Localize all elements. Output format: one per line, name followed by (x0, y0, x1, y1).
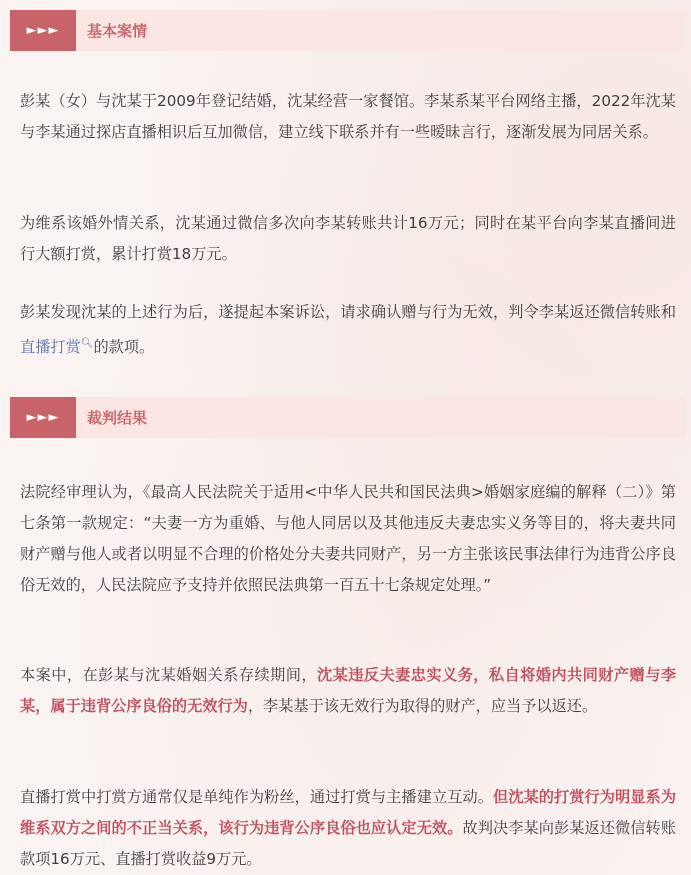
paragraph-case-analysis: 本案中，在彭某与沈某婚姻关系存续期间，沈某违反夫妻忠实义务，私自将婚内共同财产赠与李某，属于违背公序良俗的无效行为，李某基于该无效行为取得的财产，应当予以返还。 (20, 666, 677, 715)
paragraph-case-background: 彭某（女）与沈某于2009年登记结婚，沈某经营一家餐馆。李某系某平台网络主播，2022年沈某与李某通过探店直播相识后互加微信，建立线下联系并有一些暧昧言行，逐渐发展为同居关系。 (20, 92, 676, 141)
paragraph-lawsuit: 彭某发现沈某的上述行为后，遂提起本案诉讼，请求确认赠与行为无效，判令李某返还微信转账和直播打赏🔍︎的款项。 (20, 303, 676, 357)
paragraph-judgment-result: 直播打赏中打赏方通常仅是单纯作为粉丝，通过打赏与主播建立互动。但沈某的打赏行为明显系为维系双方之间的不正当关系，该行为违背公序良俗也应认定无效。故判决李某向彭某返还微信转账款项16万元、直播打赏收益9万元。 (20, 788, 677, 868)
section-header-judgment (10, 397, 685, 438)
highlighted-text: 但沈某的打赏行为明显系为维系双方之间的不正当关系，该行为违背公序良俗也应认定无效。 (20, 788, 677, 837)
highlighted-text: 沈某违反夫妻忠实义务，私自将婚内共同财产赠与李某，属于违背公序良俗的无效行为 (20, 666, 677, 715)
paragraph-transfers: 为维系该婚外情关系，沈某通过微信多次向李某转账共计16万元；同时在某平台向李某直播间进行大额打赏，累计打赏18万元。 (20, 214, 676, 263)
search-icon[interactable]: 🔍︎ (80, 338, 94, 349)
section-title: 基本案情 (87, 22, 148, 40)
live-tipping-link[interactable]: 直播打赏 (20, 338, 81, 357)
section-header-basic-facts (10, 10, 685, 51)
triangle-arrows-icon: ►►► (10, 10, 76, 51)
paragraph-court-reasoning: 法院经审理认为，《最高人民法院关于适用<中华人民共和国民法典>婚姻家庭编的解释（二）》第七条第一款规定：“夫妻一方为重婚、与他人同居以及其他违反夫妻忠实义务等目的，将夫妻共同财产赠与他人或者以明显不合理的价格处分夫妻共同财产，另一方主张该民事法律行为违背公序良俗无效的，人民法院应予支持并依照民法典第一百五十七条规定处理。” (20, 483, 676, 594)
section-title: 裁判结果 (87, 409, 148, 427)
triangle-arrows-icon: ►►► (10, 397, 76, 438)
